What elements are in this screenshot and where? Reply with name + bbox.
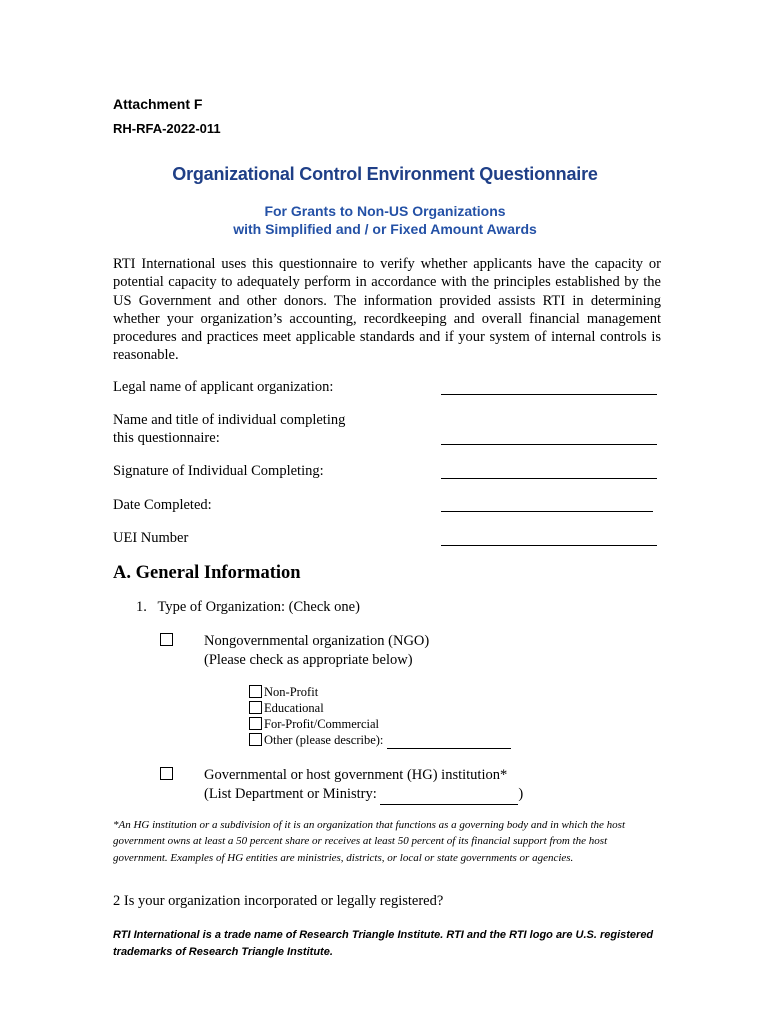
hg-ministry-prefix: (List Department or Ministry: (204, 786, 381, 802)
other-option (264, 732, 511, 749)
date-completed-label: Date Completed: (113, 497, 212, 513)
trademark-line-2: trademarks of Research Triangle Institute. (113, 946, 333, 958)
uei-number-label: UEI Number (113, 530, 189, 546)
date-completed-field[interactable] (441, 511, 653, 512)
legal-name-label: Legal name of applicant organization: (113, 379, 334, 395)
section-a-heading: A. General Information (113, 563, 301, 583)
hg-option-line-2 (204, 785, 523, 805)
name-title-label-line-2: this questionnaire: (113, 430, 220, 446)
hg-checkbox[interactable] (160, 767, 173, 780)
attachment-label: Attachment F (113, 96, 203, 112)
non-profit-checkbox[interactable] (249, 685, 262, 698)
intro-paragraph: RTI International uses this questionnaire to verify whether applicants have the capacity or potential capacity to adequately perform in accordance with the principles established by the US Government and other donors. The information provided assists RTI in determining whether your organization’s accounting, recordkeeping and overall financial management procedures and practices meet applicable standards and if your system of internal controls is reasonable. (113, 256, 661, 364)
subtitle-line-2: with Simplified and / or Fixed Amount Awards (233, 221, 537, 237)
for-profit-checkbox[interactable] (249, 717, 262, 730)
ngo-option-line-1: Nongovernmental organization (NGO) (204, 633, 430, 649)
ngo-checkbox[interactable] (160, 633, 173, 646)
page-title: Organizational Control Environment Questionnaire (172, 164, 598, 184)
question-2-label: 2 Is your organization incorporated or legally registered? (113, 893, 444, 909)
reference-number: RH-RFA-2022-011 (113, 121, 221, 136)
uei-number-field[interactable] (441, 545, 657, 546)
hg-footnote: *An HG institution or a subdivision of it is an organization that functions as a governing body and in which the host government owns at least a 50 percent share or receives at least 50 percent of its financial support from the host government. Examples of HG entities are ministries, districts, or local or state governments or agencies. (113, 819, 626, 864)
educational-checkbox[interactable] (249, 701, 262, 714)
question-1-label: 1. Type of Organization: (Check one) (136, 599, 360, 615)
hg-ministry-suffix: ) (518, 786, 524, 802)
name-title-label-line-1: Name and title of individual completing (113, 412, 346, 428)
hg-ministry-field[interactable] (380, 785, 518, 805)
signature-field[interactable] (441, 478, 657, 479)
other-describe-field[interactable] (387, 732, 511, 749)
signature-label: Signature of Individual Completing: (113, 463, 324, 479)
subtitle-line-1: For Grants to Non-US Organizations (264, 203, 506, 219)
ngo-option-line-2: (Please check as appropriate below) (204, 652, 413, 668)
non-profit-label: Non-Profit (264, 685, 319, 699)
trademark-line-1: RTI International is a trade name of Research Triangle Institute. RTI and the RTI logo are U.S. registered (113, 929, 654, 941)
for-profit-label: For-Profit/Commercial (264, 717, 380, 731)
trademark-footer (113, 927, 673, 961)
hg-option-line-1: Governmental or host government (HG) institution* (204, 767, 508, 783)
other-checkbox[interactable] (249, 733, 262, 746)
educational-label: Educational (264, 701, 324, 715)
other-label: Other (please describe): (264, 733, 387, 747)
name-title-field[interactable] (441, 444, 657, 445)
legal-name-field[interactable] (441, 394, 657, 395)
